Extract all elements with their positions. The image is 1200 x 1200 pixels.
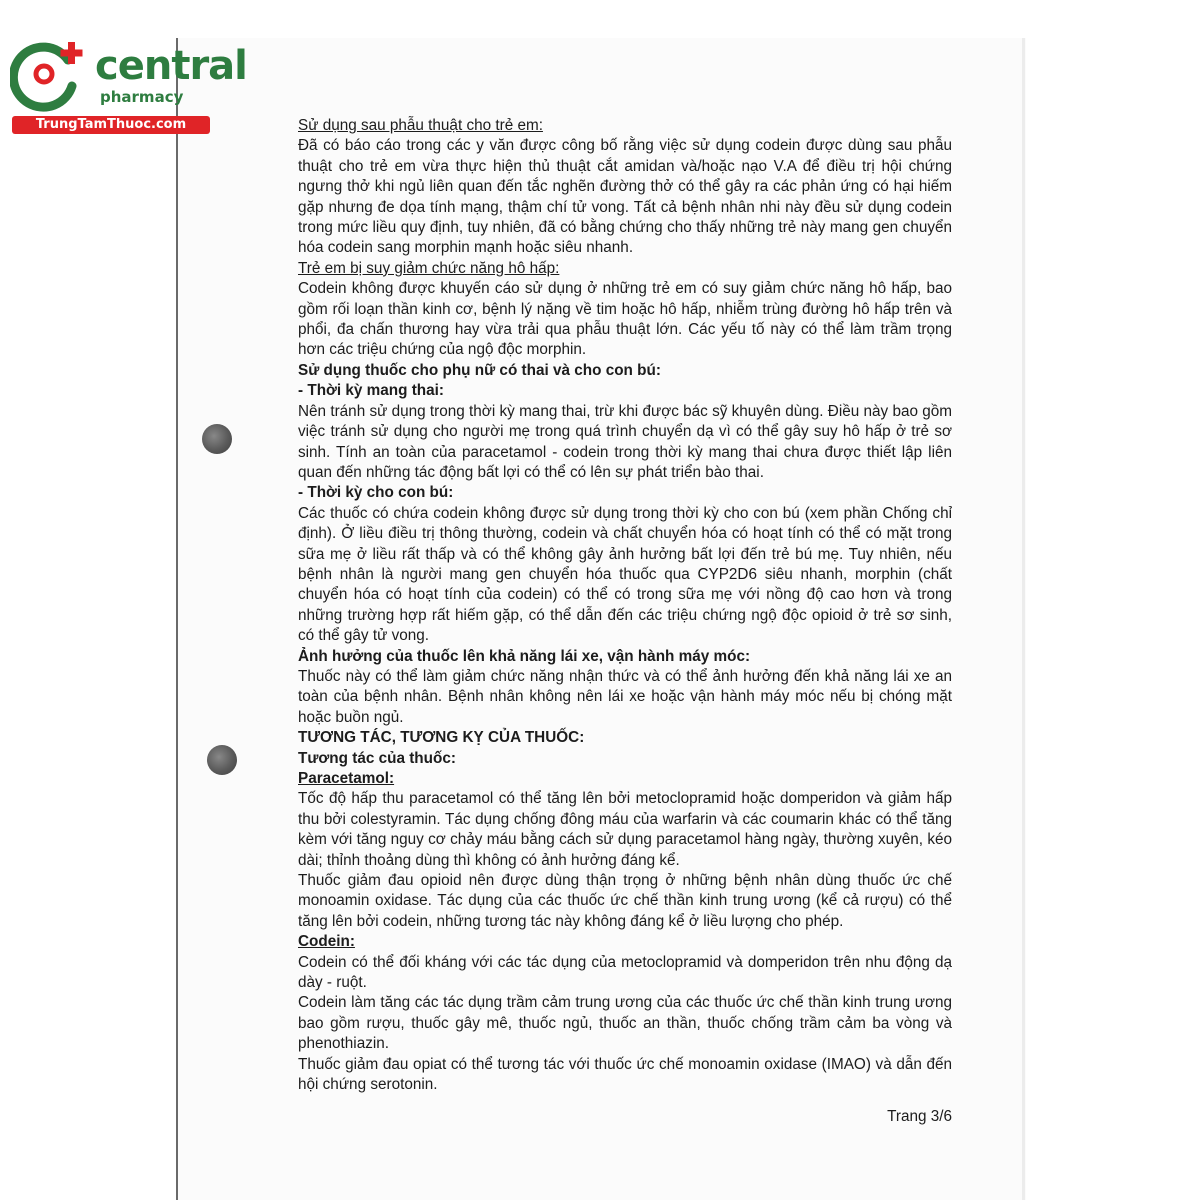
- section-heading: Tương tác của thuốc:: [298, 749, 456, 767]
- section-heading: Ảnh hưởng của thuốc lên khả năng lái xe, vận hành máy móc:: [298, 647, 751, 665]
- section-heading: Trẻ em bị suy giảm chức năng hô hấp:: [298, 259, 560, 277]
- section-heading: TƯƠNG TÁC, TƯƠNG KỴ CỦA THUỐC:: [298, 729, 585, 747]
- logo-website-banner: TrungTamThuoc.com: [12, 116, 210, 134]
- section-heading: - Thời kỳ mang thai:: [298, 382, 445, 400]
- body-paragraph: Đã có báo cáo trong các y văn được công bố rằng việc sử dụng codein được dùng sau phẫu thuật cho trẻ em vừa thực hiện thủ thuật cắt amidan và/hoặc nạo V.A để điều trị hội chứng ngưng thở khi ngủ liên quan đến tắc nghẽn đường thở có thể gây ra các phản ứng có hại hiếm gặp nhưng đe dọa tính mạng, thậm chí tử vong. Tất cả bệnh nhân nhi này đều sử dụng codein trong mức liều quy định, tuy nhiên, đã có bằng chứng cho thấy những trẻ này mang gen chuyển hóa codein sang morphin mạnh hoặc siêu nhanh.: [298, 137, 952, 257]
- page-number: Trang 3/6: [887, 1108, 952, 1125]
- logo-subtitle: pharmacy: [100, 88, 184, 106]
- body-paragraph: Các thuốc có chứa codein không được sử dụng trong thời kỳ cho con bú (xem phần Chống chỉ định). Ở liều điều trị thông thường, codein và chất chuyển hóa có hoạt tính có thể có mặt trong sữa mẹ ở liều rất thấp và có thể không gây ảnh hưởng bất lợi đến trẻ bú mẹ. Tuy nhiên, nếu bệnh nhân là người mang gen chuyển hóa thuốc qua CYP2D6 siêu nhanh, morphin (chất chuyển hóa có hoạt tính của codein) có thể có trong sữa mẹ với nồng độ cao hơn và trong những trường hợp rất hiếm gặp, có thể dẫn đến các triệu chứng ngộ độc opioid ở trẻ sơ sinh, có thể gây tử vong.: [298, 504, 952, 645]
- page-edge: [1022, 38, 1025, 1200]
- logo-brand-name: central: [95, 43, 247, 89]
- body-paragraph: Nên tránh sử dụng trong thời kỳ mang thai, trừ khi được bác sỹ khuyên dùng. Điều này bao gồm việc tránh sử dụng cho người mẹ trong quá trình chuyển dạ vì có thể gây suy hô hấp ở trẻ sơ sinh. Tính an toàn của paracetamol - codein trong thời kỳ mang thai chưa được thiết lập liên quan đến những tác động bất lợi có thể có lên sự phát triển bào thai.: [298, 402, 952, 481]
- section-heading: Sử dụng sau phẫu thuật cho trẻ em:: [298, 117, 543, 134]
- punch-hole-top: [202, 424, 232, 454]
- section-heading: Codein:: [298, 933, 355, 951]
- body-paragraph: Thuốc giảm đau opiat có thể tương tác với thuốc ức chế monoamin oxidase (IMAO) và dẫn đến hội chứng serotonin.: [298, 1055, 952, 1094]
- body-paragraph: Codein không được khuyến cáo sử dụng ở những trẻ em có suy giảm chức năng hô hấp, bao gồm rối loạn thần kinh cơ, bệnh lý nặng về tim hoặc hô hấp, nhiễm trùng đường hô hấp trên và phổi, đa chấn thương hay vừa trải qua phẫu thuật lớn. Các yếu tố này có thể làm trầm trọng hơn các triệu chứng của ngộ độc morphin.: [298, 280, 952, 359]
- pharmacy-logo-icon: [10, 36, 100, 116]
- document-body: [298, 116, 952, 1096]
- body-paragraph: Tốc độ hấp thu paracetamol có thể tăng lên bởi metoclopramid hoặc domperidon và giảm hấp thu bởi colestyramin. Tác dụng chống đông máu của warfarin và các coumarin khác có thể tăng kèm với tăng nguy cơ chảy máu bằng cách sử dụng paracetamol hàng ngày, thường xuyên, kéo dài; thỉnh thoảng dùng thì không có ảnh hưởng đáng kể.: [298, 790, 952, 869]
- section-heading: - Thời kỳ cho con bú:: [298, 484, 454, 502]
- body-paragraph: Thuốc này có thể làm giảm chức năng nhận thức và có thể ảnh hưởng đến khả năng lái xe an toàn của bệnh nhân. Bệnh nhân không nên lái xe hoặc vận hành máy móc nếu bị chóng mặt hoặc buồn ngủ.: [298, 667, 952, 726]
- section-heading: Paracetamol:: [298, 770, 395, 787]
- body-paragraph: Codein làm tăng các tác dụng trầm cảm trung ương của các thuốc ức chế thần kinh trung ương bao gồm rượu, thuốc gây mê, thuốc ngủ, thuốc an thần, thuốc chống trầm cảm ba vòng và phenothiazin.: [298, 994, 952, 1053]
- punch-hole-bottom: [207, 745, 237, 775]
- body-paragraph: Codein có thể đối kháng với các tác dụng của metoclopramid và domperidon trên nhu động dạ dày - ruột.: [298, 953, 952, 992]
- central-pharmacy-logo: [10, 36, 247, 136]
- section-heading: Sử dụng thuốc cho phụ nữ có thai và cho con bú:: [298, 361, 661, 379]
- body-paragraph: Thuốc giảm đau opioid nên được dùng thận trọng ở những bệnh nhân dùng thuốc ức chế monoamin oxidase. Tác dụng của các thuốc ức chế thần kinh trung ương (kể cả rượu) có thể tăng lên bởi codein, những tương tác này không đáng kể ở liều lượng cho phép.: [298, 872, 952, 930]
